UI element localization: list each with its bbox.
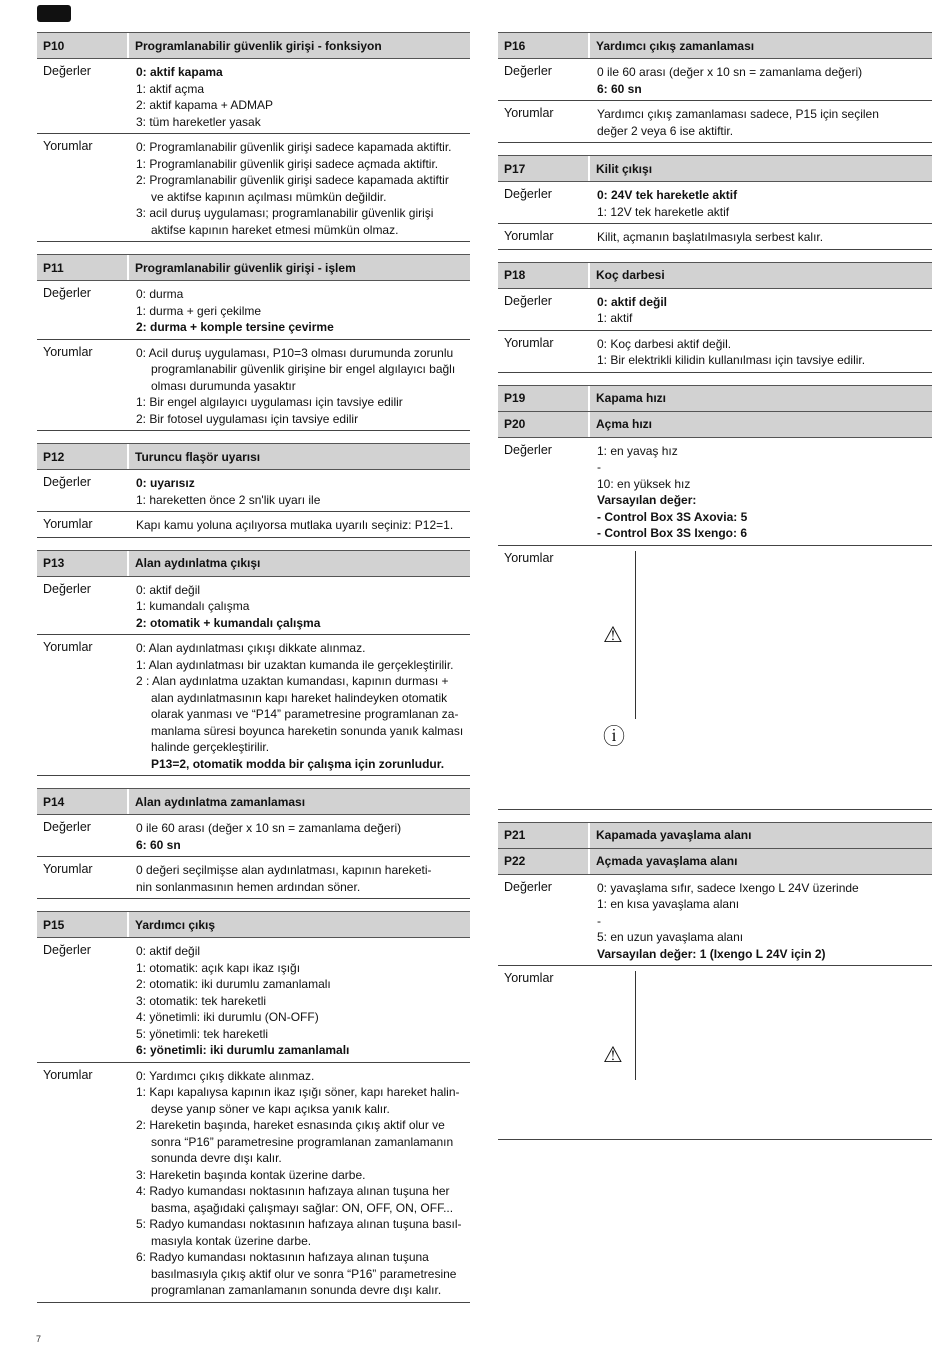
comments-text	[136, 345, 455, 428]
text-line: 0: Programlanabilir güvenlik girişi sadece kapamada aktiftir.	[136, 140, 452, 154]
comments-label: Yorumlar	[43, 640, 93, 654]
text-line: Varsayılan değer: 1 (Ixengo L 24V için 2)	[597, 946, 826, 961]
comments-row	[37, 340, 470, 432]
values-text	[136, 943, 349, 1059]
parameter-header	[498, 849, 932, 875]
text-line: 6: Radyo kumandası noktasının hafızaya alınan tuşuna	[136, 1250, 429, 1264]
values-row	[37, 577, 470, 636]
text-line: 2: Bir fotosel uygulaması için tavsiye edilir	[136, 411, 359, 426]
vertical-rule	[635, 971, 636, 1080]
text-line: 0: durma	[136, 287, 184, 301]
parameter-header	[498, 262, 932, 289]
text-line: 1: aktif	[597, 311, 633, 325]
warning-icon: ⚠	[603, 1042, 623, 1067]
values-label: Değerler	[504, 442, 552, 457]
values-label: Değerler	[504, 187, 552, 201]
text-line: 1: Programlanabilir güvenlik girişi sadece açmada aktiftir.	[136, 156, 439, 171]
text-line: 2: durma + komple tersine çevirme	[136, 320, 334, 334]
comments-label: Yorumlar	[43, 517, 93, 531]
comments-label: Yorumlar	[43, 344, 93, 359]
values-row	[498, 875, 932, 967]
text-line: halinde gerçekleştirilir.	[151, 740, 270, 754]
parameter-name: Turuncu flaşör uyarısı	[135, 449, 261, 464]
parameter-header	[498, 155, 932, 182]
page-number: 7	[36, 1334, 42, 1344]
text-line: alan aydınlatmasının kapı hareket halindeyken otomatik	[151, 690, 448, 705]
text-line: 0: aktif değil	[136, 944, 201, 958]
parameter-header	[37, 788, 470, 815]
parameter-name: Alan aydınlatma zamanlaması	[135, 794, 306, 809]
parameter-block	[498, 262, 932, 373]
comments-row	[498, 101, 932, 143]
parameter-header	[37, 254, 470, 281]
text-line: - Control Box 3S Ixengo: 6	[597, 526, 748, 540]
text-line: 2: Hareketin başında, hareket esnasında çıkış aktif olur ve	[136, 1118, 445, 1132]
text-line: 0 değeri seçilmişse alan aydınlatması, kapının hareketi-	[136, 863, 432, 877]
comments-label: Yorumlar	[504, 106, 554, 120]
text-line: 0: Koç darbesi aktif değil.	[597, 336, 732, 351]
vertical-rule	[635, 551, 636, 719]
text-line: - Control Box 3S Axovia: 5	[597, 509, 748, 524]
comments-text	[136, 517, 453, 534]
text-line: Kilit, açmanın başlatılmasıyla serbest kalır.	[597, 230, 824, 244]
text-line: 0: 24V tek hareketle aktif	[597, 188, 738, 202]
parameter-block	[498, 822, 932, 1141]
values-row	[498, 182, 932, 224]
parameter-code: P12	[37, 444, 129, 469]
comments-text	[597, 229, 823, 246]
parameter-header	[37, 443, 470, 470]
parameter-block	[498, 155, 932, 250]
parameter-name: Koç darbesi	[596, 268, 665, 282]
text-line: 3: Hareketin başında kontak üzerine darbe.	[136, 1167, 366, 1182]
text-line: 0: uyarısız	[136, 476, 195, 490]
text-line: basma, aşağıdaki çalışmayı sağlar: ON, OFF, ON, OFF...	[151, 1200, 454, 1215]
text-line: Kapı kamu yoluna açılıyorsa mutlaka uyarılı seçiniz: P12=1.	[136, 518, 454, 532]
text-line: 5: yönetimli: tek hareketli	[136, 1026, 269, 1041]
parameter-name: Kilit çıkışı	[596, 161, 653, 176]
text-line: 2: aktif kapama + ADMAP	[136, 98, 274, 112]
text-line: 3: acil duruş uygulaması; programlanabilir güvenlik girişi	[136, 206, 434, 220]
values-text	[597, 294, 667, 327]
values-text	[136, 286, 334, 336]
parameter-name: Yardımcı çıkış	[135, 917, 216, 932]
text-line: 0: yavaşlama sıfır, sadece Ixengo L 24V üzerinde	[597, 880, 859, 895]
text-line: programlanan zamanlamanın sonunda devre dışı kalır.	[151, 1283, 442, 1297]
values-text	[597, 880, 859, 963]
parameter-code: P14	[37, 789, 129, 814]
comments-label: Yorumlar	[504, 971, 554, 985]
values-text	[597, 187, 737, 220]
text-line: -	[597, 460, 601, 474]
parameter-code: P19	[498, 386, 590, 411]
text-line: 0: aktif değil	[597, 294, 668, 309]
text-line: manlama süresi boyunca hareketin sonunda yanık kalması	[151, 723, 464, 738]
text-line: 1: kumandalı çalışma	[136, 599, 250, 613]
parameter-name: Programlanabilir güvenlik girişi - işlem	[135, 260, 356, 275]
text-line: 2: otomatik + kumandalı çalışma	[136, 615, 321, 630]
text-line: 1: Alan aydınlatması bir uzaktan kumanda ile gerçekleştirilir.	[136, 657, 454, 672]
text-line: 6: 60 sn	[597, 81, 642, 96]
values-label: Değerler	[43, 820, 91, 834]
info-icon: ⓘ	[603, 723, 626, 749]
text-line: sonra “P16” parametresine programlanan zamanlamanın	[151, 1134, 454, 1149]
text-line: 2 : Alan aydınlatma uzaktan kumandası, kapının durması +	[136, 674, 449, 688]
parameter-name: Yardımcı çıkış zamanlaması	[596, 38, 755, 53]
parameter-name: Kapamada yavaşlama alanı	[596, 828, 752, 842]
text-line: 0: aktif değil	[136, 582, 201, 597]
parameter-block	[498, 385, 932, 810]
parameter-code: P11	[37, 255, 129, 280]
text-line: 4: Radyo kumandası noktasının hafızaya alınan tuşuna her	[136, 1184, 450, 1198]
comments-text	[136, 862, 431, 895]
values-row	[37, 470, 470, 512]
text-line: 2: otomatik: iki durumlu zamanlamalı	[136, 977, 331, 991]
parameter-name: Açmada yavaşlama alanı	[596, 854, 738, 868]
text-line: 1: en kısa yavaşlama alanı	[597, 897, 740, 911]
comments-text	[136, 640, 463, 772]
parameter-block	[37, 550, 470, 777]
values-text	[136, 582, 320, 632]
parameter-name: Kapama hızı	[596, 391, 667, 405]
text-line: 1: Bir engel algılayıcı uygulaması için tavsiye edilir	[136, 395, 403, 409]
parameter-header	[498, 385, 932, 412]
language-tab	[37, 5, 71, 22]
text-line: 4: yönetimli: iki durumlu (ON-OFF)	[136, 1010, 319, 1024]
values-label: Değerler	[504, 64, 552, 78]
comments-row	[37, 134, 470, 242]
comments-row	[37, 635, 470, 776]
values-row	[37, 59, 470, 134]
text-line: sonunda devre dışı kalır.	[151, 1151, 282, 1165]
text-line: 1: otomatik: açık kapı ikaz ışığı	[136, 960, 301, 975]
text-line: 5: en uzun yavaşlama alanı	[597, 930, 744, 944]
comments-label: Yorumlar	[504, 335, 554, 350]
text-line: olması durumunda yasaktır	[151, 378, 296, 393]
parameter-block	[37, 911, 470, 1303]
comments-text	[136, 139, 452, 238]
text-line: 10: en yüksek hız	[597, 476, 691, 491]
comments-label: Yorumlar	[43, 862, 93, 876]
parameter-block	[498, 32, 932, 143]
values-label: Değerler	[504, 879, 552, 894]
warning-icon: ⚠	[603, 621, 623, 647]
values-label: Değerler	[43, 475, 91, 489]
parameter-code: P22	[498, 849, 590, 874]
values-text	[136, 820, 401, 853]
parameter-code: P17	[498, 156, 590, 181]
text-line: 1: en yavaş hız	[597, 443, 678, 458]
text-line: masıyla kontak üzerine darbe.	[151, 1233, 312, 1248]
values-text	[136, 475, 320, 508]
text-line: 0 ile 60 arası (değer x 10 sn = zamanlama değeri)	[136, 821, 402, 835]
comments-row	[37, 1063, 470, 1303]
values-label: Değerler	[43, 943, 91, 957]
comments-text	[597, 106, 879, 139]
parameter-code: P15	[37, 912, 129, 937]
text-line: Yardımcı çıkış zamanlaması sadece, P15 için seçilen	[597, 107, 879, 121]
comments-text	[136, 1068, 462, 1299]
text-line: -	[597, 913, 601, 928]
text-line: Varsayılan değer:	[597, 493, 697, 507]
comments-label: Yorumlar	[504, 550, 554, 565]
parameter-block	[37, 443, 470, 538]
values-label: Değerler	[504, 293, 552, 308]
text-line: 5: Radyo kumandası noktasının hafızaya alınan tuşuna basıl-	[136, 1217, 462, 1231]
text-line: 1: 12V tek hareketle aktif	[597, 204, 730, 219]
parameter-code: P18	[498, 263, 590, 288]
text-line: 0: Alan aydınlatması çıkışı dikkate alınmaz.	[136, 641, 366, 655]
comments-row	[498, 224, 932, 250]
parameter-header	[498, 412, 932, 438]
parameter-code: P13	[37, 551, 129, 576]
parameter-header	[37, 550, 470, 577]
text-line: 6: 60 sn	[136, 837, 181, 852]
parameter-block	[37, 32, 470, 242]
parameter-name: Programlanabilir güvenlik girişi - fonksiyon	[135, 38, 382, 53]
text-line: olarak yanması ve “P14” parametresine programlanan za-	[151, 707, 459, 721]
text-line: basılmasıyla çıkış aktif olur ve sonra “P16” parametresine	[151, 1266, 457, 1281]
parameter-header	[498, 32, 932, 59]
parameter-block	[37, 254, 470, 431]
comments-row	[498, 966, 932, 1140]
values-label: Değerler	[43, 64, 91, 78]
comments-label: Yorumlar	[504, 229, 554, 243]
comments-row	[37, 857, 470, 899]
values-label: Değerler	[43, 581, 91, 596]
text-line: nin sonlanmasının hemen ardından söner.	[136, 879, 361, 894]
comments-label: Yorumlar	[43, 139, 93, 153]
text-line: aktifse kapının hareket etmesi mümkün olmaz.	[151, 222, 399, 237]
parameter-code: P20	[498, 412, 590, 437]
parameter-code: P21	[498, 823, 590, 848]
parameter-header	[37, 32, 470, 59]
text-line: 0: Acil duruş uygulaması, P10=3 olması durumunda zorunlu	[136, 345, 454, 360]
text-line: 1: hareketten önce 2 sn'lik uyarı ile	[136, 492, 321, 507]
text-line: 0: aktif kapama	[136, 65, 223, 79]
text-line: programlanabilir güvenlik girişine bir engel algılayıcı bağlı	[151, 362, 456, 376]
text-line: P13=2, otomatik modda bir çalışma için zorunludur.	[151, 756, 445, 771]
values-label: Değerler	[43, 286, 91, 300]
comments-label: Yorumlar	[43, 1067, 93, 1082]
text-line: deyse yanıp söner ve kapı açıksa yanık kalır.	[151, 1101, 390, 1116]
text-line: 3: tüm hareketler yasak	[136, 114, 261, 129]
text-line: 0: Yardımcı çıkış dikkate alınmaz.	[136, 1068, 315, 1083]
left-column	[37, 32, 470, 1315]
values-row	[498, 438, 932, 546]
comments-text	[597, 336, 865, 369]
comments-row	[37, 512, 470, 538]
text-line: ve aktifse kapının açılması mümkün değildir.	[151, 189, 387, 204]
parameter-code: P10	[37, 33, 129, 58]
parameter-header	[37, 911, 470, 938]
text-line: 3: otomatik: tek hareketli	[136, 993, 267, 1008]
text-line: 6: yönetimli: iki durumlu zamanlamalı	[136, 1043, 350, 1057]
values-row	[37, 815, 470, 857]
values-text	[597, 64, 862, 97]
right-column	[498, 32, 932, 1152]
text-line: 2: Programlanabilir güvenlik girişi sadece kapamada aktiftir	[136, 173, 449, 187]
parameter-name: Alan aydınlatma çıkışı	[135, 556, 261, 570]
text-line: 1: Kapı kapalıysa kapının ikaz ışığı söner, kapı hareket halin-	[136, 1085, 460, 1099]
comments-row	[498, 546, 932, 810]
parameter-code: P16	[498, 33, 590, 58]
values-row	[498, 289, 932, 331]
values-row	[37, 281, 470, 340]
text-line: 0 ile 60 arası (değer x 10 sn = zamanlama değeri)	[597, 65, 863, 79]
parameter-block	[37, 788, 470, 899]
comments-row	[498, 331, 932, 373]
parameter-header	[498, 822, 932, 849]
text-line: değer 2 veya 6 ise aktiftir.	[597, 123, 734, 138]
text-line: 1: Bir elektrikli kilidin kullanılması için tavsiye edilir.	[597, 353, 866, 367]
text-line: 1: durma + geri çekilme	[136, 303, 262, 318]
text-line: 1: aktif açma	[136, 81, 205, 96]
values-row	[37, 938, 470, 1063]
values-text	[597, 443, 747, 542]
parameter-name: Açma hızı	[596, 417, 653, 431]
values-row	[498, 59, 932, 101]
values-text	[136, 64, 273, 130]
